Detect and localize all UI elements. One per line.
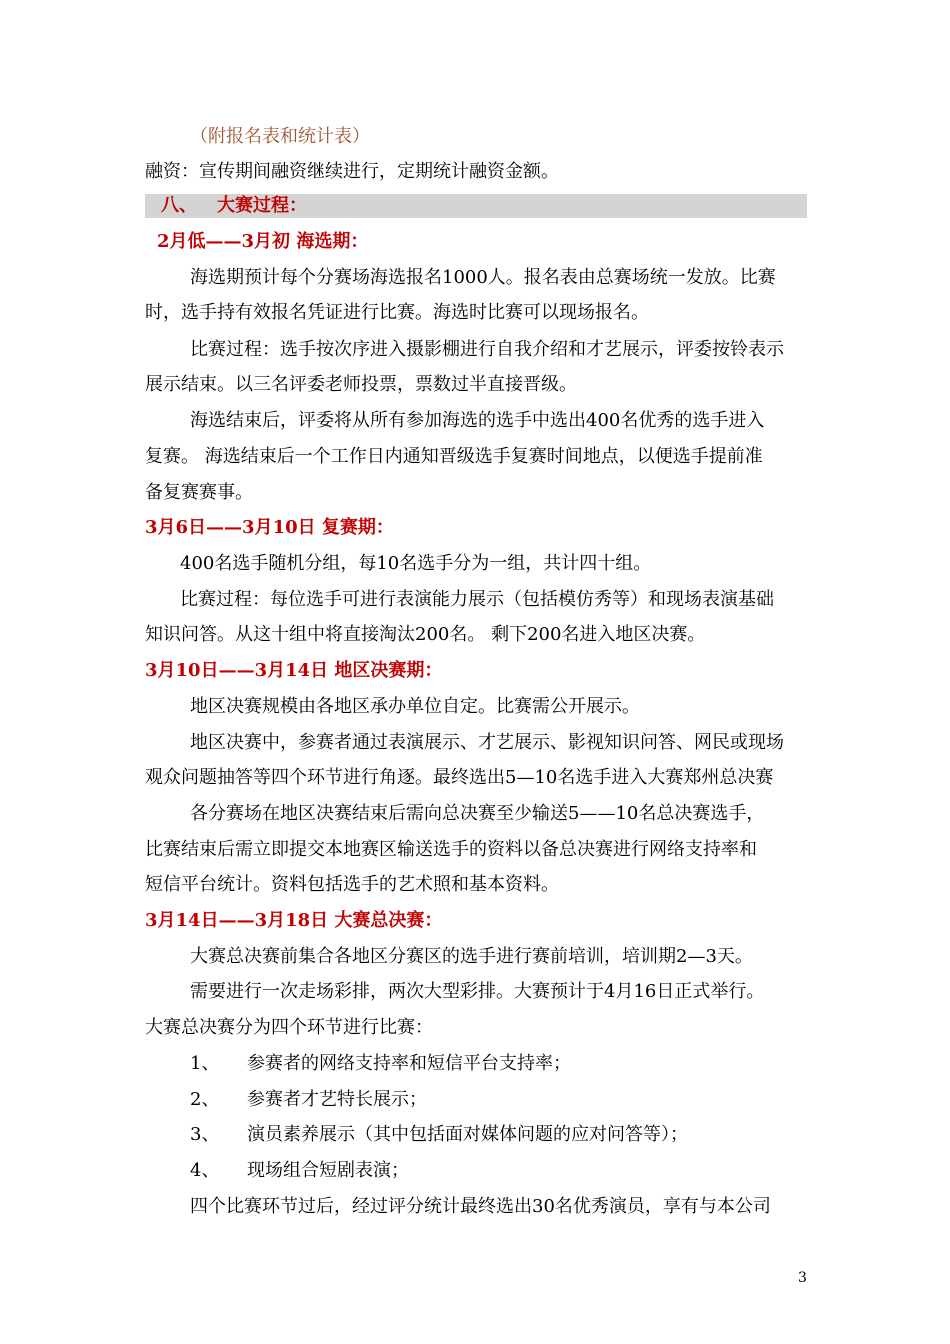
paragraph-line: 比赛结束后需立即提交本地赛区输送选手的资料以备总决赛进行网络支持率和 bbox=[145, 839, 757, 860]
paragraph-line: 四个比赛环节过后，经过评分统计最终选出30名优秀演员，享有与本公司 bbox=[190, 1196, 771, 1217]
list-item-text: 现场组合短剧表演； bbox=[247, 1160, 409, 1181]
paragraph-line: 短信平台统计。资料包括选手的艺术照和基本资料。 bbox=[145, 874, 559, 895]
list-item-text: 参赛者才艺特长展示； bbox=[247, 1089, 427, 1110]
section-heading-bar bbox=[145, 194, 807, 218]
list-item-text: 演员素养展示（其中包括面对媒体问题的应对问答等）； bbox=[247, 1124, 688, 1145]
list-item-number: 3、 bbox=[190, 1124, 220, 1145]
paragraph-line: 时，选手持有效报名凭证进行比赛。海选时比赛可以现场报名。 bbox=[145, 302, 649, 323]
attachment-note: （附报名表和统计表） bbox=[190, 126, 370, 147]
paragraph-line: 比赛过程：每位选手可进行表演能力展示（包括模仿秀等）和现场表演基础 bbox=[180, 589, 774, 610]
page-number: 3 bbox=[798, 1270, 807, 1286]
paragraph-line: 复赛。 海选结束后一个工作日内通知晋级选手复赛时间地点，以便选手提前准 bbox=[145, 446, 763, 467]
paragraph-line: 海选结束后，评委将从所有参加海选的选手中选出400名优秀的选手进入 bbox=[190, 410, 765, 431]
paragraph-line: 备复赛赛事。 bbox=[145, 482, 253, 503]
phase-heading-haixuan: 2月低——3月初 海选期： bbox=[157, 231, 369, 252]
section-title: 大赛过程： bbox=[217, 195, 307, 216]
section-number: 八、 bbox=[161, 195, 197, 216]
paragraph-line: 海选期预计每个分赛场海选报名1000人。报名表由总赛场统一发放。比赛 bbox=[190, 267, 776, 288]
list-item-number: 4、 bbox=[190, 1160, 220, 1181]
list-item-text: 参赛者的网络支持率和短信平台支持率； bbox=[247, 1053, 571, 1074]
paragraph-line: 地区决赛中，参赛者通过表演展示、才艺展示、影视知识问答、网民或现场 bbox=[190, 732, 784, 753]
phase-heading-fusai: 3月6日——3月10日 复赛期： bbox=[145, 517, 394, 538]
list-item-number: 1、 bbox=[190, 1053, 220, 1074]
paragraph-line: 需要进行一次走场彩排，两次大型彩排。大赛预计于4月16日正式举行。 bbox=[190, 981, 765, 1002]
paragraph-line: 大赛总决赛前集合各地区分赛区的选手进行赛前培训，培训期2—3天。 bbox=[190, 946, 753, 967]
paragraph-line: 各分赛场在地区决赛结束后需向总决赛至少输送5——10名总决赛选手， bbox=[190, 803, 765, 824]
paragraph-line: 知识问答。从这十组中将直接淘汰200名。 剩下200名进入地区决赛。 bbox=[145, 624, 706, 645]
list-item-number: 2、 bbox=[190, 1089, 220, 1110]
financing-line: 融资：宣传期间融资继续进行，定期统计融资金额。 bbox=[145, 161, 559, 182]
paragraph-line: 观众问题抽答等四个环节进行角逐。最终选出5—10名选手进入大赛郑州总决赛 bbox=[145, 767, 774, 788]
paragraph-line: 400名选手随机分组，每10名选手分为一组，共计四十组。 bbox=[180, 553, 652, 574]
paragraph-line: 大赛总决赛分为四个环节进行比赛： bbox=[145, 1017, 433, 1038]
paragraph-line: 展示结束。以三名评委老师投票，票数过半直接晋级。 bbox=[145, 374, 577, 395]
paragraph-line: 比赛过程：选手按次序进入摄影棚进行自我介绍和才艺展示，评委按铃表示 bbox=[190, 339, 784, 360]
phase-heading-zongjuesai: 3月14日——3月18日 大赛总决赛： bbox=[145, 910, 443, 931]
paragraph-line: 地区决赛规模由各地区承办单位自定。比赛需公开展示。 bbox=[190, 696, 640, 717]
phase-heading-diqu: 3月10日——3月14日 地区决赛期： bbox=[145, 660, 443, 681]
